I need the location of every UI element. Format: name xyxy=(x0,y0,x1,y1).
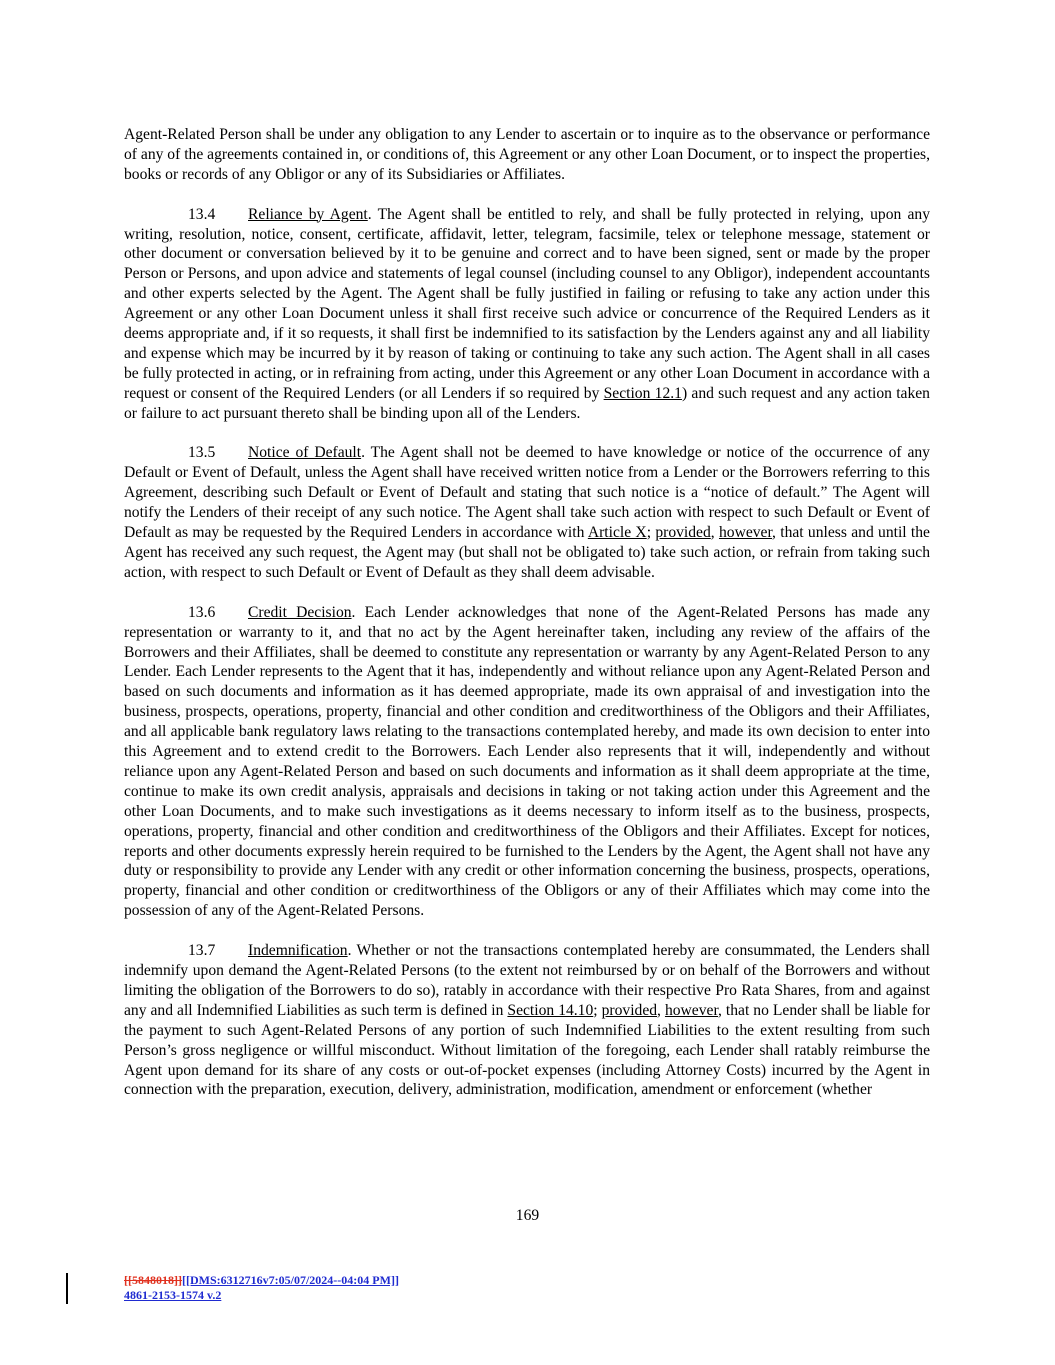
intro-paragraph: Agent-Related Person shall be under any obligation to any Lender to ascertain or to inquire as to the observance or performance of any of the agreements contained in, or conditions of, this Agreement or any other Loan Document, or to inspect the properties, books or records of any Obligor or any of its Subsidiaries or Affiliates. xyxy=(124,126,930,183)
however-term: however xyxy=(664,1001,719,1019)
cross-reference: Section 12.1 xyxy=(603,384,682,402)
however-term: however xyxy=(718,524,773,542)
section-heading: Credit Decision xyxy=(248,603,352,621)
section-number: 13.7 xyxy=(188,942,216,960)
cross-reference: Section 14.10 xyxy=(507,1001,594,1019)
section-13-4: 13.4 Reliance by Agent. The Agent shall be entitled to rely, and shall be fully protected in relying, upon any writing, resolution, notice, consent, certificate, affidavit, letter, telegram, facsimile, telex or telephone message, statement or other document or conversation believed by it to be genuine and correct and to have been signed, sent or made by the proper Person or Persons, and upon advice and statements of legal counsel (including counsel to any Obligor), independent accountants and other experts selected by the Agent. The Agent shall be fully justified in failing or refusing to take any action under this Agreement or any other Loan Document unless it shall first receive such advice or concurrence of the Required Lenders as it deems appropriate and, if it so requests, it shall first be indemnified to its satisfaction by the Lenders against any and all liability and expense which may be incurred by it by reason of taking or continuing to take any such action. The Agent shall in all cases be fully protected in acting, or in refraining from acting, under this Agreement or any other Loan Document in accordance with a request or consent of the Required Lenders (or all Lenders if so required by Section 12.1) and such request and any action taken or failure to act pursuant thereto shall be binding upon all of the Lenders. xyxy=(124,205,931,422)
provided-term: provided xyxy=(601,1001,658,1019)
section-13-6: 13.6 Credit Decision. Each Lender acknowledges that none of the Agent-Related Persons has made any representation or warranty to it, and that no act by the Agent hereinafter taken, including any review of the affairs of the Borrowers and their Affiliates, shall be deemed to constitute any representation or warranty by any Agent-Related Person to any Lender. Each Lender represents to the Agent that it has, independently and without reliance upon any Agent-Related Person and based on such documents and information as it has deemed appropriate, made its own appraisal of and investigation into the business, prospects, operations, property, financial and other condition and creditworthiness of the Obligors and their Affiliates, and all applicable bank regulatory laws relating to the transactions contemplated hereby, and made its own decision to enter into this Agreement and to extend credit to the Borrowers. Each Lender also represents that it will, independently and without reliance upon any Agent-Related Person and based on such documents and information as it shall deem appropriate at the time, continue to make its own credit analysis, appraisals and decisions in taking or not taking action under this Agreement and the other Loan Documents, and to make such investigations as it deems necessary to inform itself as to the business, prospects, operations, property, financial and other condition and creditworthiness of the Obligors and their Affiliates. Except for notices, reports and other documents expressly herein required to be furnished to the Lenders by the Agent, the Agent shall not have any duty or responsibility to provide any Lender with any credit or other information concerning the business, prospects, operations, property, financial and other condition or creditworthiness of the Obligors or any of their Affiliates which may come into the possession of any of the Agent-Related Persons. xyxy=(124,603,930,920)
inserted-doc-id: [[DMS:6312716v7:05/07/2024--04:04 PM]] xyxy=(181,1273,399,1287)
section-number: 13.4 xyxy=(188,205,216,223)
change-bar xyxy=(66,1273,68,1304)
section-heading: Reliance by Agent xyxy=(248,205,368,223)
section-number: 13.5 xyxy=(188,444,216,462)
section-13-5: 13.5 Notice of Default. The Agent shall not be deemed to have knowledge or notice of the occurrence of any Default or Event of Default, unless the Agent shall have received written notice from a Lender or the Borrowers referring to this Agreement, describing such Default or Event of Default and stating that such notice is a “notice of default.” The Agent will notify the Lenders of their receipt of any such notice. The Agent shall take such action with respect to such Default or Event of Default as may be requested by the Required Lenders in accordance with Article X; provided, however, that unless and until the Agent has received any such request, the Agent may (but shall not be obligated to) take such action, or refrain from taking such action, with respect to such Default or Event of Default as they shall deem advisable. xyxy=(124,444,930,581)
section-heading: Notice of Default xyxy=(248,444,362,462)
document-footer xyxy=(124,1273,399,1303)
section-number: 13.6 xyxy=(188,603,216,621)
section-heading: Indemnification xyxy=(248,942,348,960)
page-number: 169 xyxy=(515,1207,540,1224)
section-13-7: 13.7 Indemnification. Whether or not the transactions contemplated hereby are consummated, the Lenders shall indemnify upon demand the Agent-Related Persons (to the extent not reimbursed by or on behalf of the Borrowers and without limiting the obligation of the Borrowers to do so), ratably in accordance with their respective Pro Rata Shares, from and against any and all Indemnified Liabilities as such term is defined in Section 14.10; provided, however, that no Lender shall be liable for the payment to such Agent-Related Persons of any portion of such Indemnified Liabilities to the extent resulting from such Person’s gross negligence or willful misconduct. Without limitation of the foregoing, each Lender shall ratably reimburse the Agent upon demand for its share of any costs or out-of-pocket expenses (including Attorney Costs) incurred by the Agent in connection with the preparation, execution, delivery, administration, modification, amendment or enforcement (whether xyxy=(124,942,931,1099)
footer-id-line xyxy=(124,1273,399,1288)
provided-term: provided xyxy=(655,524,711,542)
deleted-doc-id: [[5848018]] xyxy=(124,1273,182,1287)
body-text xyxy=(124,125,930,1120)
cross-reference: Article X xyxy=(587,524,647,542)
doc-number: 4861-2153-1574 v.2 xyxy=(124,1288,222,1302)
